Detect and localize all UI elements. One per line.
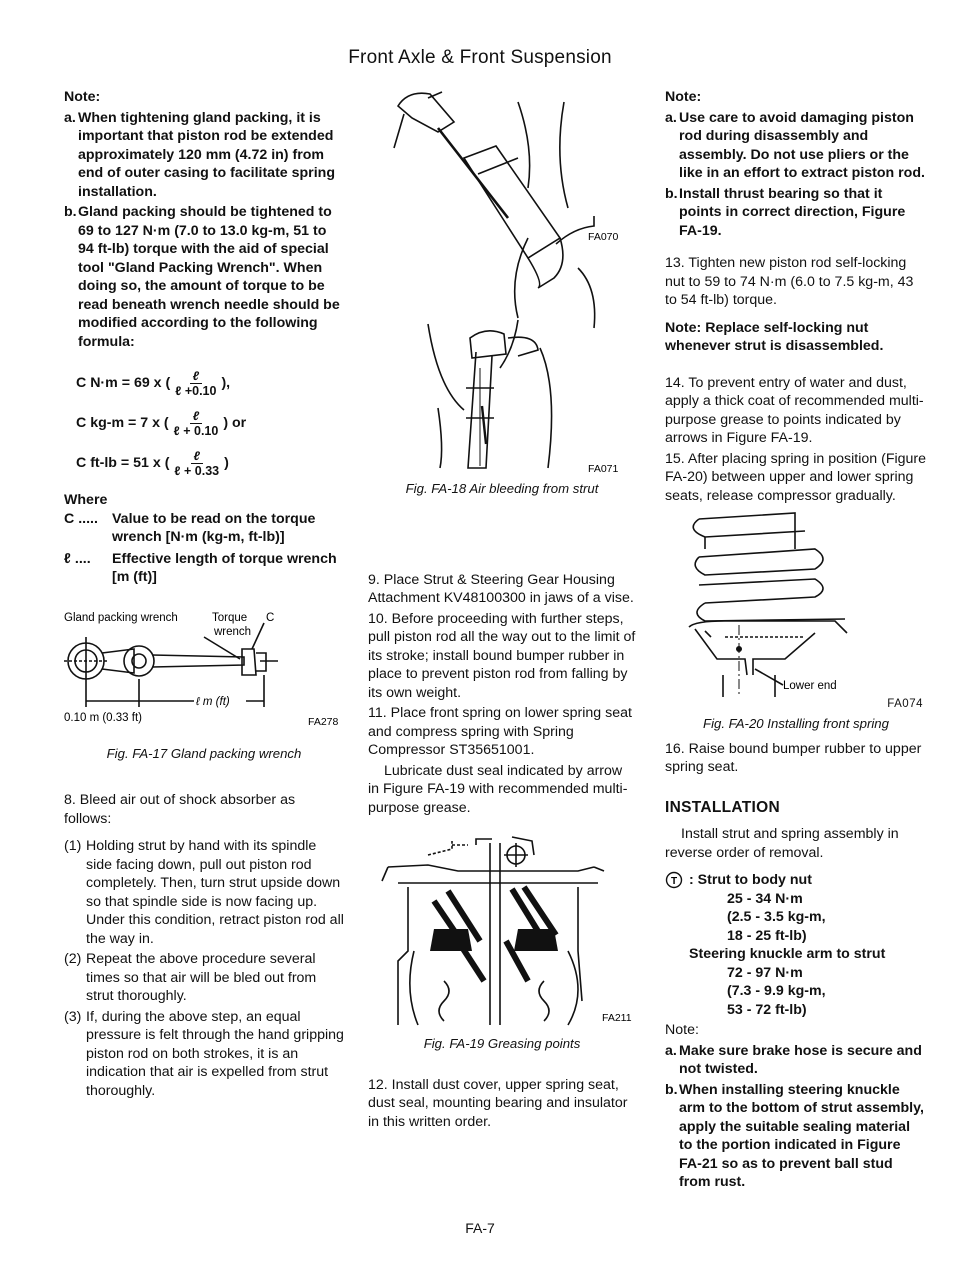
torque-symbol-letter: T (670, 876, 678, 887)
installation-text: Install strut and spring assembly in reverse order of removal. (665, 826, 899, 861)
note-item-b (665, 185, 927, 241)
page-title: Front Axle & Front Suspension (348, 47, 612, 68)
label-length: ℓ m (ft) (196, 695, 230, 708)
list-marker: b. (64, 204, 77, 220)
figure-caption: Fig. FA-20 Installing front spring (703, 716, 889, 731)
list-marker: b. (665, 1081, 678, 1098)
definition-text: Value to be read on the torque wrench [N·m (kg-m, ft-lb)] (112, 510, 316, 545)
note-item-a (64, 109, 344, 202)
spec-value: (2.5 - 3.5 kg-m, (727, 909, 826, 925)
note-text: Make sure brake hose is secure and not twisted. (679, 1042, 922, 1077)
note-title: Note: (665, 89, 702, 105)
left-column (64, 88, 344, 1102)
fraction-denominator: ℓ + 0.10 (173, 423, 219, 438)
note-item-b (64, 203, 344, 351)
list-marker: b. (665, 185, 678, 202)
figure-fa19 (368, 831, 636, 1031)
label-wrench: wrench (214, 625, 252, 638)
formula-row-ftlb (76, 443, 344, 483)
fraction-numerator: ℓ (190, 409, 202, 424)
step-13: 13. Tighten new piston rod self-locking nut to 59 to 74 N·m (6.0 to 7.5 kg-m, 43 to 54 ft-lb) torque. (665, 255, 914, 308)
note-title: Note: (665, 319, 702, 336)
spec-value: 25 - 34 N·m (727, 890, 803, 907)
torque-icon (665, 871, 689, 890)
middle-column (368, 88, 636, 1140)
formula-fraction (172, 369, 219, 398)
figure-code: FA278 (308, 715, 339, 727)
torque-specs (665, 871, 927, 1019)
figure-caption: Fig. FA-18 Air bleeding from strut (405, 481, 599, 496)
definition-c (64, 510, 344, 547)
definition-text: Effective length of torque wrench [m (ft)] (112, 550, 337, 585)
substep-text: Holding strut by hand with its spindle side facing down, pull out piston rod completely. Then, turn strut upside down so that spindle side is now facing up. Under this condition, retract piston rod all the way in. (86, 838, 344, 947)
note-replace-nut (665, 319, 927, 356)
note-title: Note: (665, 1022, 699, 1038)
substep-1 (64, 837, 344, 948)
definition-term: C ..... (64, 510, 98, 527)
torque-symbol-icon (665, 871, 683, 889)
note-text: Install thrust bearing so that it points in correct direction, Figure FA-19. (679, 185, 906, 239)
label-c: C (266, 611, 275, 624)
note-text: Replace self-locking nut whenever strut is disassembled. (665, 319, 884, 354)
torque-formula (76, 363, 344, 483)
note-text: Use care to avoid damaging piston rod during disassembly and assembly. Do not use pliers or the like in an effort to extract piston rod. (679, 109, 925, 181)
formula-rhs: ) or (223, 414, 247, 431)
formula-fraction (171, 409, 222, 438)
note-text: When tightening gland packing, it is important that piston rod be extended approximately 120 mm (4.72 in) from end of outer casing to facilitate spring installation. (78, 109, 335, 200)
step-10: 10. Before proceeding with further steps, pull piston rod all the way out to the limit of its stroke; install bound bumper rubber in place to prevent piston rod from falling by its own weight. (368, 610, 636, 701)
substep-3 (64, 1008, 344, 1101)
figure-caption: Fig. FA-19 Greasing points (423, 1036, 581, 1051)
note-item-a (665, 109, 927, 183)
formula-rhs: ) (224, 454, 229, 471)
substep-marker: (2) (64, 951, 82, 967)
substep-2 (64, 950, 344, 1006)
formula-rhs: ), (221, 374, 231, 391)
label-gland-packing-wrench: Gland packing wrench (64, 611, 178, 624)
list-marker: a. (665, 109, 677, 126)
figure-code: FA074 (887, 697, 923, 710)
figure-caption: Fig. FA-17 Gland packing wrench (106, 745, 302, 761)
formula-row-nm (76, 363, 344, 403)
spec-value: 72 - 97 N·m (727, 964, 803, 981)
step-11: 11. Place front spring on lower spring seat and compress spring with Spring Compressor ST35651001. (368, 705, 632, 758)
spec-title: Steering knuckle arm to strut (689, 946, 886, 962)
note-text: When installing steering knuckle arm to the bottom of strut assembly, apply the suitable sealing material to the portion indicated in Figure FA-21 so as to prevent ball stud from rust. (679, 1081, 924, 1190)
step-12: 12. Install dust cover, upper spring seat, dust seal, mounting bearing and insulator in this written order. (368, 1076, 628, 1130)
note-replace-nut-text (665, 319, 927, 356)
where-label: Where (64, 492, 108, 508)
spring-installation-illustration (665, 509, 927, 699)
formula-lhs: C N·m = 69 x ( (76, 374, 171, 391)
definition-l (64, 550, 344, 587)
figure-code: FA071 (588, 463, 619, 475)
formula-lhs: C kg-m = 7 x ( (76, 414, 169, 431)
formula-row-kgm (76, 403, 344, 443)
definition-term: ℓ .... (64, 550, 91, 567)
formula-fraction (171, 449, 222, 478)
step-8: 8. Bleed air out of shock absorber as follows: (64, 792, 296, 827)
spec-value: 53 - 72 ft-lb) (727, 1001, 807, 1018)
formula-lhs: C ft-lb = 51 x ( (76, 454, 170, 471)
where-block (64, 491, 344, 587)
note-item-b (665, 1081, 927, 1192)
right-column (665, 88, 927, 1194)
note-text: Gland packing should be tightened to 69 to 127 N·m (7.0 to 13.0 kg-m, 51 to 94 ft-lb) torque with the aid of special tool "Gland Packing Wrench". When doing so, the amount of torque to be read beneath wrench needle should be modified according to the following formula: (78, 204, 340, 350)
greasing-points-illustration (368, 831, 636, 1031)
page-number: FA-7 (465, 1220, 495, 1236)
note-item-a (665, 1042, 927, 1079)
fraction-numerator: ℓ (191, 449, 203, 464)
spec-strut-to-body (665, 871, 927, 890)
spec-title: : Strut to body nut (689, 872, 812, 888)
strut-air-bleeding-illustration (368, 88, 636, 478)
step-15: 15. After placing spring in position (Figure FA-20) between upper and lower spring seats, release compressor gradually. (665, 450, 927, 504)
step-14: 14. To prevent entry of water and dust, apply a thick coat of recommended multi-purpose grease to points indicated by arrows in Figure FA-19. (665, 374, 924, 446)
label-lower-end: Lower end (783, 680, 837, 692)
label-torque: Torque (212, 611, 248, 624)
gland-wrench-illustration (64, 609, 344, 727)
substep-marker: (1) (64, 838, 82, 854)
figure-fa20 (665, 509, 927, 710)
list-marker: a. (665, 1042, 677, 1059)
spec-value: (7.3 - 9.9 kg-m, (727, 983, 826, 999)
figure-code: FA070 (588, 231, 619, 243)
section-heading-installation: INSTALLATION (665, 798, 780, 816)
list-marker: a. (64, 109, 76, 126)
step-16: 16. Raise bound bumper rubber to upper spring seat. (665, 740, 922, 775)
fraction-numerator: ℓ (190, 369, 202, 384)
label-dimension: 0.10 m (0.33 ft) (64, 711, 142, 724)
substep-text: Repeat the above procedure several times so that air will be bled out from strut thoroughly. (86, 951, 317, 1004)
figure-fa18 (368, 88, 636, 478)
step-9: 9. Place Strut & Steering Gear Housing Attachment KV48100300 in jaws of a vise. (368, 571, 634, 606)
substep-marker: (3) (64, 1008, 82, 1025)
fraction-denominator: ℓ + 0.33 (174, 463, 220, 478)
figure-code: FA211 (602, 1012, 632, 1024)
figure-fa17 (64, 609, 344, 727)
substep-text: If, during the above step, an equal pressure is felt through the hand gripping piston rod on both strokes, it is an indication that air is expelled from strut thoroughly. (86, 1008, 344, 1099)
spec-value: 18 - 25 ft-lb) (727, 927, 807, 944)
fraction-denominator: ℓ +0.10 (175, 383, 217, 398)
step-11-lubricate: Lubricate dust seal indicated by arrow in Figure FA-19 with recommended multi-purpose grease. (368, 762, 628, 816)
note-title: Note: (64, 89, 101, 105)
